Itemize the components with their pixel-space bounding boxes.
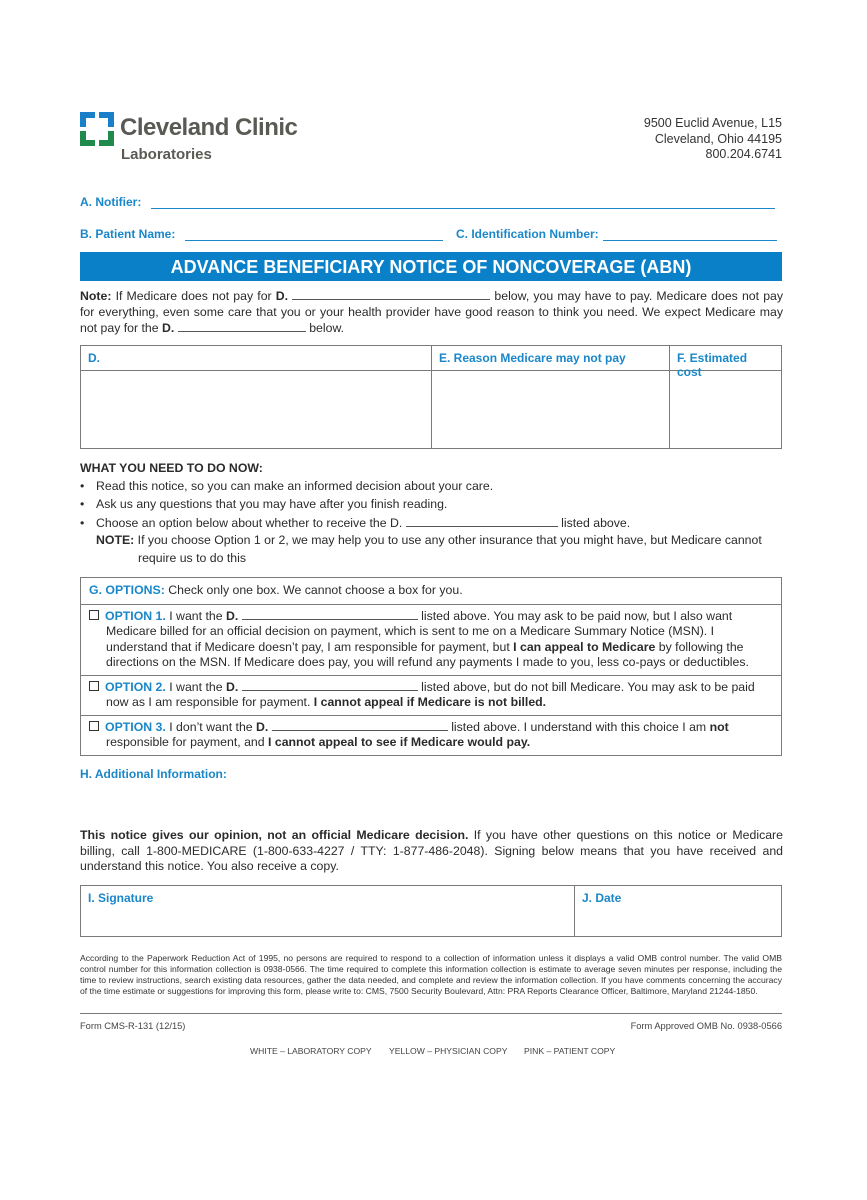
option-2-label: OPTION 2.	[105, 679, 166, 694]
option-2-checkbox[interactable]	[89, 681, 99, 691]
footer-divider	[80, 1013, 782, 1014]
todo-note: NOTE: If you choose Option 1 or 2, we may help you to use any other insurance that you might have, but Medicare cannot	[96, 533, 762, 547]
option-3-d-blank[interactable]	[272, 719, 448, 731]
todo-note-cont: require us to do this	[138, 551, 247, 565]
col-d-header: D.	[88, 351, 100, 365]
signature-date-box	[80, 885, 782, 937]
cleveland-clinic-logo-icon	[80, 112, 114, 146]
date-label: J. Date	[582, 891, 622, 905]
address-block	[644, 116, 782, 163]
todo-d-blank[interactable]	[406, 515, 558, 527]
todo-bullet: • Choose an option below about whether to receive the D. listed above.	[80, 516, 631, 530]
omb-number: Form Approved OMB No. 0938-0566	[630, 1021, 782, 1031]
option-1-checkbox[interactable]	[89, 610, 99, 620]
note-d-blank-2[interactable]	[178, 320, 306, 332]
option-1-label: OPTION 1.	[105, 608, 166, 623]
disclaimer-paragraph: This notice gives our opinion, not an official Medicare decision. If you have other questions on this notice or Medicare billing, call 1-800-MEDICARE (1-800-633-4227 / TTY: 1-877-486-2048). Signing below means that you have received and understand this notice. You also receive a copy.	[80, 828, 783, 873]
table-col-f[interactable]	[670, 346, 781, 448]
signature-field[interactable]	[81, 886, 575, 936]
signature-label: I. Signature	[88, 891, 154, 905]
notifier-label: A. Notifier:	[80, 195, 142, 209]
additional-info-label: H. Additional Information:	[80, 767, 227, 781]
id-number-label: C. Identification Number:	[456, 227, 599, 241]
copy-pink: PINK – PATIENT COPY	[524, 1046, 616, 1056]
service-cost-table	[80, 345, 782, 449]
option-2-row: OPTION 2. I want the D. listed above, but do not bill Medicare. You may ask to be paid now as I am responsible for payment. I cannot appeal if Medicare is not billed.	[81, 676, 781, 716]
table-col-d[interactable]	[81, 346, 432, 448]
note-paragraph: Note: If Medicare does not pay for D. below, you may have to pay. Medicare does not pay for everything, even some care that you or your health provider have good reason to think you need. We expect Medicare may not pay for the D. below.	[80, 289, 784, 335]
todo-title: WHAT YOU NEED TO DO NOW:	[80, 461, 263, 475]
option-1-row: OPTION 1. I want the D. listed above. You may ask to be paid now, but I also want Medicare billed for an official decision on payment, which is sent to me on a Medicare Summary Notice (MSN). I understand that if Medicare doesn’t pay, I am responsible for payment, but I can appeal to Medicare by following the directions on the MSN. If Medicare does pay, you will refund any payments I made to you, less co-pays or deductibles.	[81, 605, 781, 676]
option-3-row: OPTION 3. I don’t want the D. listed above. I understand with this choice I am not responsible for payment, and I cannot appeal to see if Medicare would pay.	[81, 716, 781, 755]
options-header: G. OPTIONS: Check only one box. We cannot choose a box for you.	[81, 578, 781, 605]
option-1-d-blank[interactable]	[242, 608, 418, 620]
col-e-header: E. Reason Medicare may not pay	[439, 351, 626, 365]
col-f-header: F. Estimated cost	[677, 351, 748, 379]
note-d-blank-1[interactable]	[292, 288, 490, 300]
todo-bullet: • Ask us any questions that you may have after you finish reading.	[80, 497, 448, 511]
form-title: ADVANCE BENEFICIARY NOTICE OF NONCOVERAGE (ABN)	[80, 252, 782, 281]
id-number-field[interactable]	[603, 226, 777, 241]
note-label: Note:	[80, 289, 112, 303]
copy-white: WHITE – LABORATORY COPY	[250, 1046, 372, 1056]
option-3-label: OPTION 3.	[105, 719, 166, 734]
options-box	[80, 577, 782, 756]
address-street: 9500 Euclid Avenue, L15	[643, 116, 782, 130]
brand-name: Cleveland Clinic	[120, 114, 298, 141]
address-phone: 800.204.6741	[705, 147, 782, 161]
address-city: Cleveland, Ohio 44195	[654, 131, 782, 146]
notifier-field[interactable]	[151, 194, 775, 209]
brand-subtitle: Laboratories	[121, 146, 212, 163]
additional-info-field[interactable]	[80, 784, 782, 824]
option-2-d-blank[interactable]	[242, 679, 418, 691]
patient-name-field[interactable]	[185, 226, 443, 241]
copy-yellow: YELLOW – PHYSICIAN COPY	[389, 1046, 508, 1056]
option-3-checkbox[interactable]	[89, 721, 99, 731]
patient-name-label: B. Patient Name:	[80, 227, 176, 241]
todo-bullet: • Read this notice, so you can make an informed decision about your care.	[80, 479, 494, 493]
paperwork-reduction-notice: According to the Paperwork Reduction Act of 1995, no persons are required to respond to a collection of information unless it displays a valid OMB control number. The valid OMB control number for this information collection is 0938-0566. The time required to complete this information collection is estimate to average seven minutes per response, including the time to review instructions, search existing data resources, gather the data needed, and complete and review the information collection. If you have comments concerning the accuracy of the time estimate or suggestions for improving this form, please write to: CMS, 7500 Security Boulevard, Attn: PRA Reports Clearance Officer, Baltimore, Maryland 21244-1850.	[80, 953, 782, 996]
form-number: Form CMS-R-131 (12/15)	[80, 1021, 186, 1031]
table-col-e[interactable]	[432, 346, 670, 448]
date-field[interactable]	[575, 886, 781, 936]
